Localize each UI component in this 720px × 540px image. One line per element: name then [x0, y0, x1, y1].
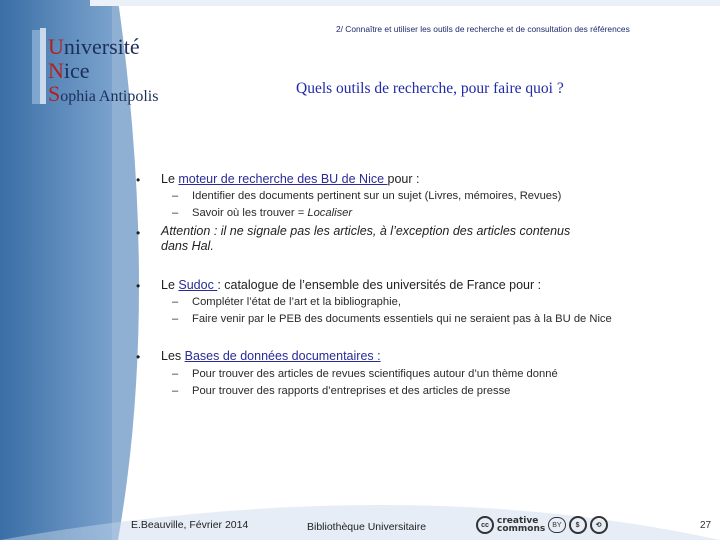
bullet-marker: •	[136, 350, 141, 364]
cc-icon: cc	[476, 516, 494, 534]
attention-note: Attention : il ne signale pas les articles, à l’exception des articles contenus dans Hal.	[161, 224, 571, 253]
bullet-marker: •	[136, 173, 141, 187]
logo-line-universite: Université	[48, 34, 140, 59]
sub-item: – Savoir où les trouver = Localiser	[172, 207, 353, 219]
bullet-moteur: Le moteur de recherche des BU de Nice pour :	[161, 172, 420, 186]
noncommercial-icon: $	[569, 516, 587, 534]
footer-library: Bibliothèque Universitaire	[307, 521, 427, 533]
sub-item: – Identifier des documents pertinent sur un sujet (Livres, mémoires, Revues)	[172, 190, 562, 202]
sudoc-link[interactable]: Sudoc	[178, 278, 218, 292]
bullet-marker: •	[136, 226, 141, 240]
sub-item: – Compléter l’état de l’art et la bibliographie,	[172, 296, 401, 308]
footer-author: E.Beauville, Février 2014	[131, 519, 249, 531]
creative-commons-badge[interactable]	[476, 514, 608, 536]
by-icon: BY	[548, 517, 565, 533]
logo-line-sophia: Sophia Antipolis	[48, 81, 159, 106]
section-header: 2/ Connaître et utiliser les outils de recherche et de consultation des références	[336, 24, 630, 34]
bullet-bases: Les Bases de données documentaires :	[161, 349, 381, 363]
bullet-sudoc: Le Sudoc : catalogue de l’ensemble des universités de France pour :	[161, 278, 542, 292]
bases-donnees-link[interactable]: Bases de données documentaires :	[184, 349, 381, 363]
sharealike-icon: ⟲	[590, 516, 608, 534]
sub-item: – Pour trouver des rapports d’entreprises et des articles de presse	[172, 385, 511, 397]
moteur-recherche-link[interactable]: moteur de recherche des BU de Nice	[178, 172, 388, 186]
logo-line-nice: Nice	[48, 58, 90, 83]
page-number: 27	[700, 520, 712, 531]
slide-title: Quels outils de recherche, pour faire quoi ?	[296, 80, 564, 97]
cc-wordmark: creative commons	[497, 516, 546, 534]
sub-item: – Pour trouver des articles de revues scientifiques autour d’un thème donné	[172, 368, 558, 380]
bullet-marker: •	[136, 279, 141, 293]
sub-item: – Faire venir par le PEB des documents essentiels qui ne seraient pas à la BU de Nice	[172, 313, 612, 325]
